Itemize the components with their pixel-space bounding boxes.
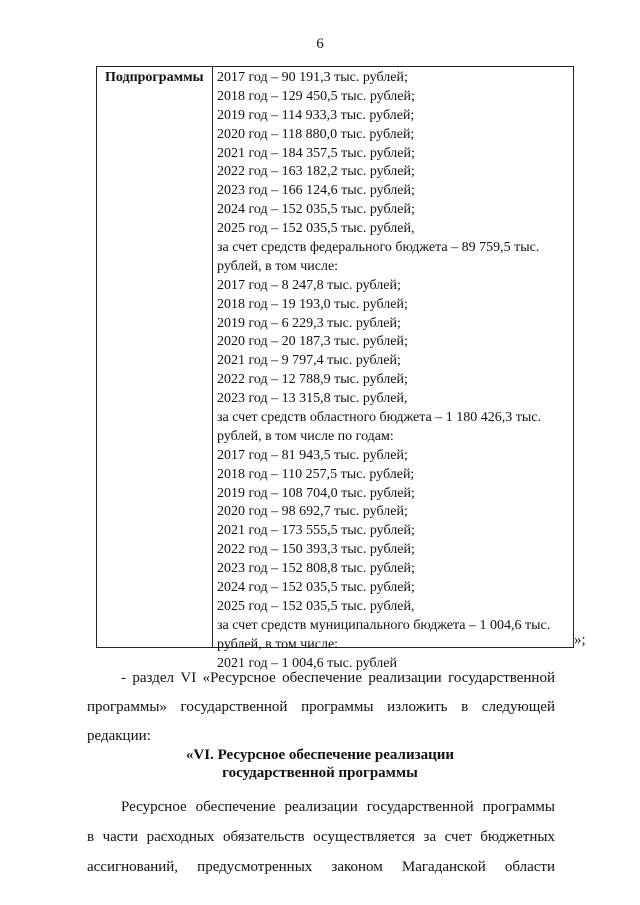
funding-line: 2021 год – 184 357,5 тыс. рублей; — [217, 145, 415, 161]
funding-line: 2024 год – 152 035,5 тыс. рублей; — [217, 580, 415, 596]
funding-line: 2017 год – 90 191,3 тыс. рублей; — [217, 70, 408, 85]
funding-line: 2022 год – 150 393,3 тыс. рублей; — [217, 542, 415, 558]
funding-line: 2017 год – 8 247,8 тыс. рублей; — [217, 277, 401, 293]
funding-line: 2021 год – 9 797,4 тыс. рублей; — [217, 353, 401, 369]
funding-line: 2021 год – 1 004,6 тыс. рублей — [217, 655, 397, 671]
section-heading — [0, 746, 640, 782]
funding-line: 2025 год – 152 035,5 тыс. рублей, — [217, 221, 415, 237]
funding-values — [217, 69, 571, 674]
funding-line: 2020 год – 118 880,0 тыс. рублей; — [217, 126, 415, 142]
funding-line: за счет средств муниципального бюджета – 1 004,6 тыс. — [217, 617, 551, 633]
section-heading-line: «VI. Ресурсное обеспечение реализации — [185, 747, 455, 763]
body-line: Ресурсное обеспечение реализации государственной программы — [121, 799, 555, 815]
body-paragraph — [87, 792, 555, 882]
funding-line: 2022 год – 12 788,9 тыс. рублей; — [217, 372, 408, 388]
funding-line: за счет средств областного бюджета – 1 180 426,3 тыс. — [217, 410, 541, 426]
funding-line: 2021 год – 173 555,5 тыс. рублей; — [217, 523, 415, 539]
funding-line: рублей, в том числе по годам: — [217, 428, 394, 444]
body-line: в части расходных обязательств осуществляется за счет бюджетных — [87, 829, 555, 845]
funding-line: 2018 год – 110 257,5 тыс. рублей; — [217, 466, 415, 482]
funding-line: 2017 год – 81 943,5 тыс. рублей; — [217, 447, 408, 463]
funding-line: 2022 год – 163 182,2 тыс. рублей; — [217, 164, 415, 180]
funding-line: 2019 год – 108 704,0 тыс. рублей; — [217, 485, 415, 501]
funding-line: за счет средств федерального бюджета – 89 759,5 тыс. — [217, 240, 540, 256]
funding-line: рублей, в том числе: — [217, 258, 339, 274]
funding-line: 2018 год – 129 450,5 тыс. рублей; — [217, 88, 415, 104]
funding-line: 2024 год – 152 035,5 тыс. рублей; — [217, 202, 415, 218]
instruction-paragraph — [87, 664, 555, 751]
subprograms-table — [96, 66, 574, 671]
table-closing-quote: »; — [574, 632, 586, 648]
subprograms-label: Подпрограммы — [105, 70, 204, 85]
body-line: ассигнований, предусмотренных законом Магаданской области — [87, 859, 555, 875]
funding-line: 2019 год – 6 229,3 тыс. рублей; — [217, 315, 401, 331]
funding-line: 2025 год – 152 035,5 тыс. рублей, — [217, 598, 415, 614]
funding-line: 2023 год – 166 124,6 тыс. рублей; — [217, 183, 415, 199]
funding-line: 2019 год – 114 933,3 тыс. рублей; — [217, 107, 415, 123]
page-number: 6 — [316, 36, 324, 52]
funding-line: 2020 год – 20 187,3 тыс. рублей; — [217, 334, 408, 350]
funding-line: 2023 год – 152 808,8 тыс. рублей; — [217, 561, 415, 577]
funding-line: 2018 год – 19 193,0 тыс. рублей; — [217, 296, 408, 312]
instruction-line: программы» государственной программы изложить в следующей — [87, 699, 555, 715]
instruction-line: - раздел VI «Ресурсное обеспечение реализации государственной — [121, 670, 555, 686]
funding-line: 2020 год – 98 692,7 тыс. рублей; — [217, 504, 408, 520]
section-heading-line: государственной программы — [222, 765, 418, 781]
funding-line: рублей, в том числе: — [217, 636, 339, 652]
instruction-line: редакции: — [87, 728, 151, 744]
table-column-divider — [212, 67, 213, 647]
funding-line: 2023 год – 13 315,8 тыс. рублей, — [217, 391, 408, 407]
